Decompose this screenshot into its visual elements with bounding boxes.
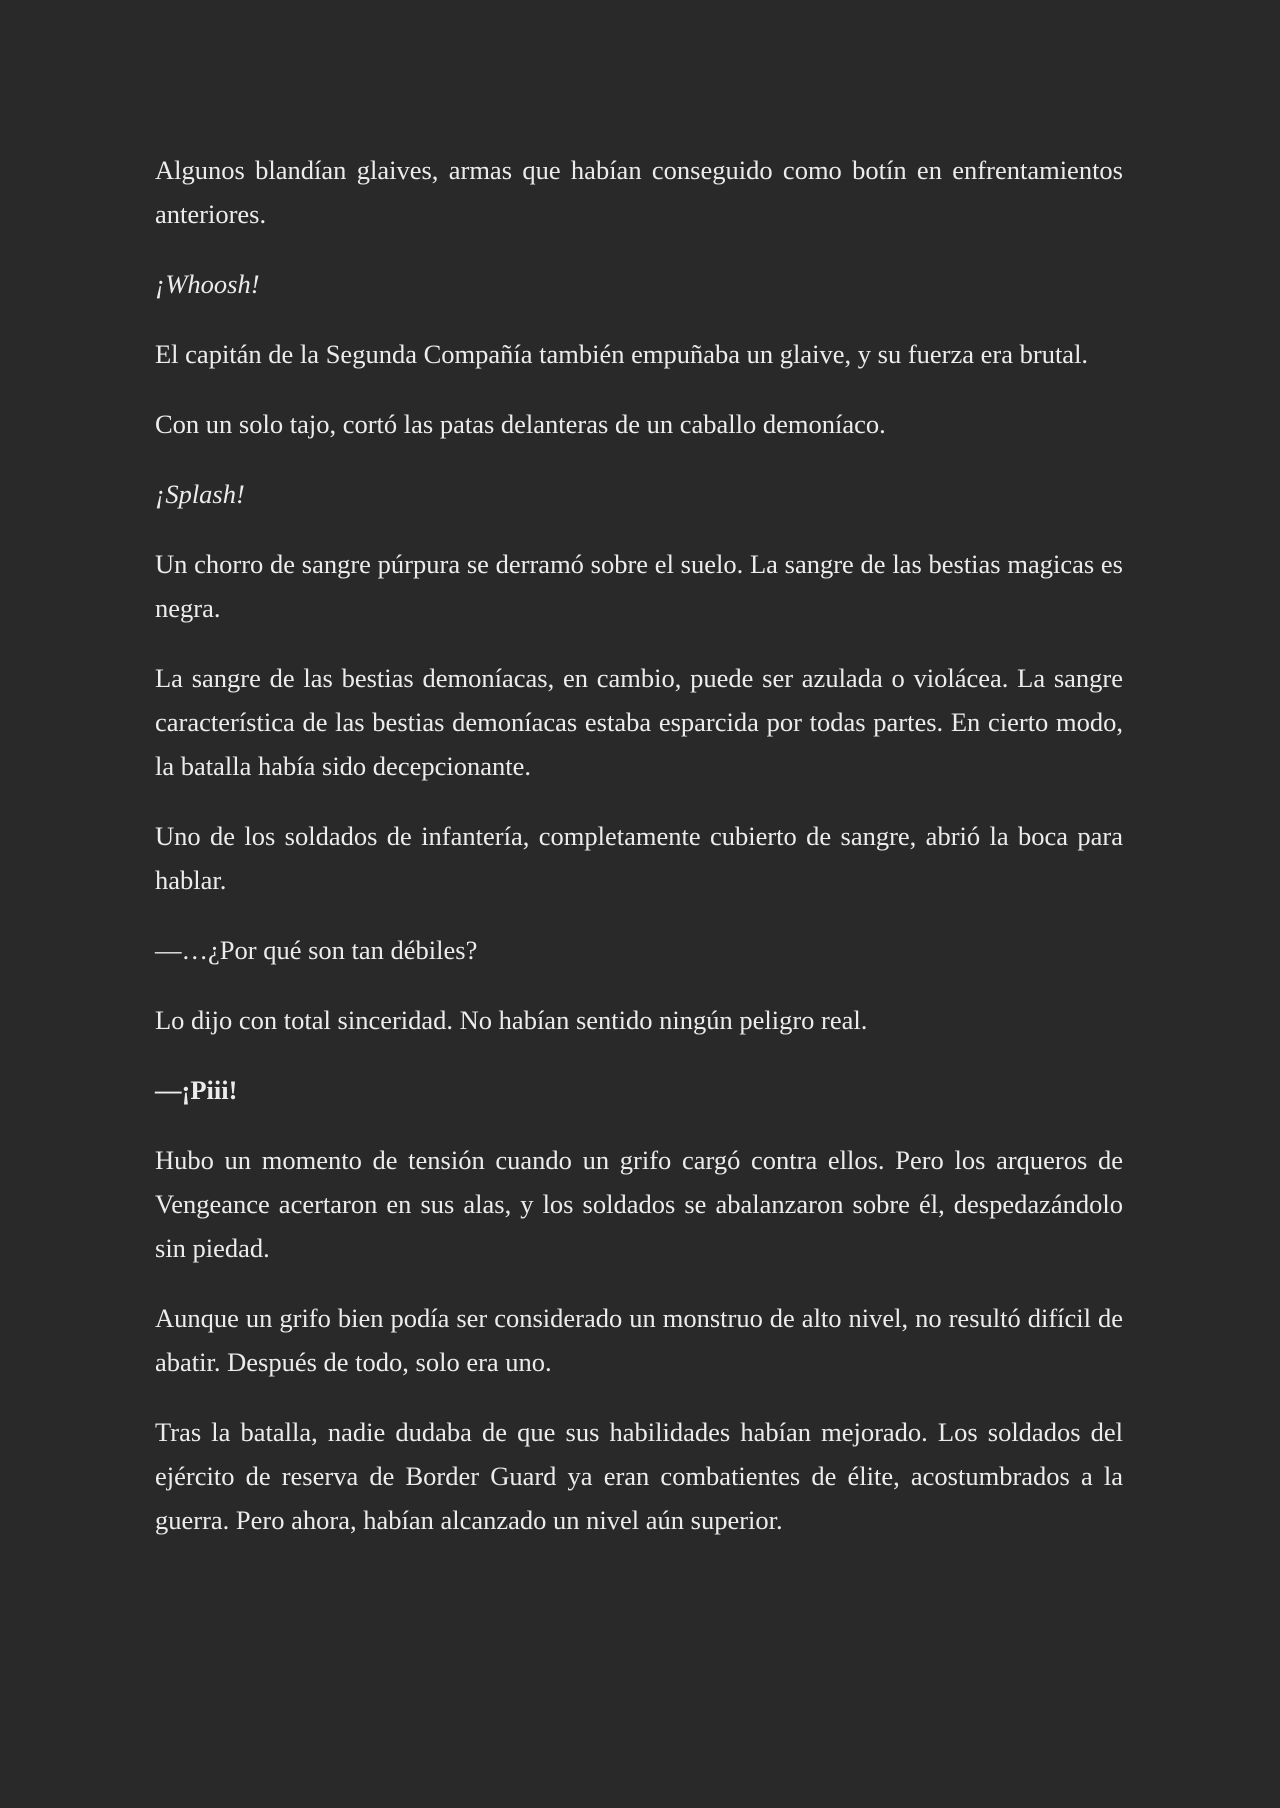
paragraph-8: Uno de los soldados de infantería, completamente cubierto de sangre, abrió la boca para hablar.	[155, 821, 1123, 895]
sound-effect-splash: ¡Splash!	[155, 479, 245, 509]
paragraph-13: Aunque un grifo bien podía ser considerado un monstruo de alto nivel, no resultó difícil de abatir. Después de todo, solo era uno.	[155, 1303, 1123, 1377]
paragraph-12: Hubo un momento de tensión cuando un grifo cargó contra ellos. Pero los arqueros de Vengeance acertaron en sus alas, y los soldados se abalanzaron sobre él, despedazándolo sin piedad.	[155, 1145, 1123, 1263]
paragraph-6: Un chorro de sangre púrpura se derramó sobre el suelo. La sangre de las bestias magicas es negra.	[155, 549, 1123, 623]
sound-effect-whoosh: ¡Whoosh!	[155, 269, 260, 299]
paragraph-14: Tras la batalla, nadie dudaba de que sus habilidades habían mejorado. Los soldados del ejército de reserva de Border Guard ya eran combatientes de élite, acostumbrados a la guerra. Pero ahora, habían alcanzado un nivel aún superior.	[155, 1417, 1123, 1535]
paragraph-4: Con un solo tajo, cortó las patas delanteras de un caballo demoníaco.	[155, 409, 886, 439]
paragraph-1: Algunos blandían glaives, armas que habían conseguido como botín en enfrentamientos anteriores.	[155, 155, 1123, 229]
dialogue-line: —…¿Por qué son tan débiles?	[155, 935, 478, 965]
sound-effect-piii: —¡Piii!	[155, 1075, 238, 1105]
paragraph-3: El capitán de la Segunda Compañía también empuñaba un glaive, y su fuerza era brutal.	[155, 339, 1089, 369]
paragraph-7: La sangre de las bestias demoníacas, en cambio, puede ser azulada o violácea. La sangre característica de las bestias demoníacas estaba esparcida por todas partes. En cierto modo, la batalla había sido decepcionante.	[155, 663, 1123, 781]
paragraph-10: Lo dijo con total sinceridad. No habían sentido ningún peligro real.	[155, 1005, 868, 1035]
